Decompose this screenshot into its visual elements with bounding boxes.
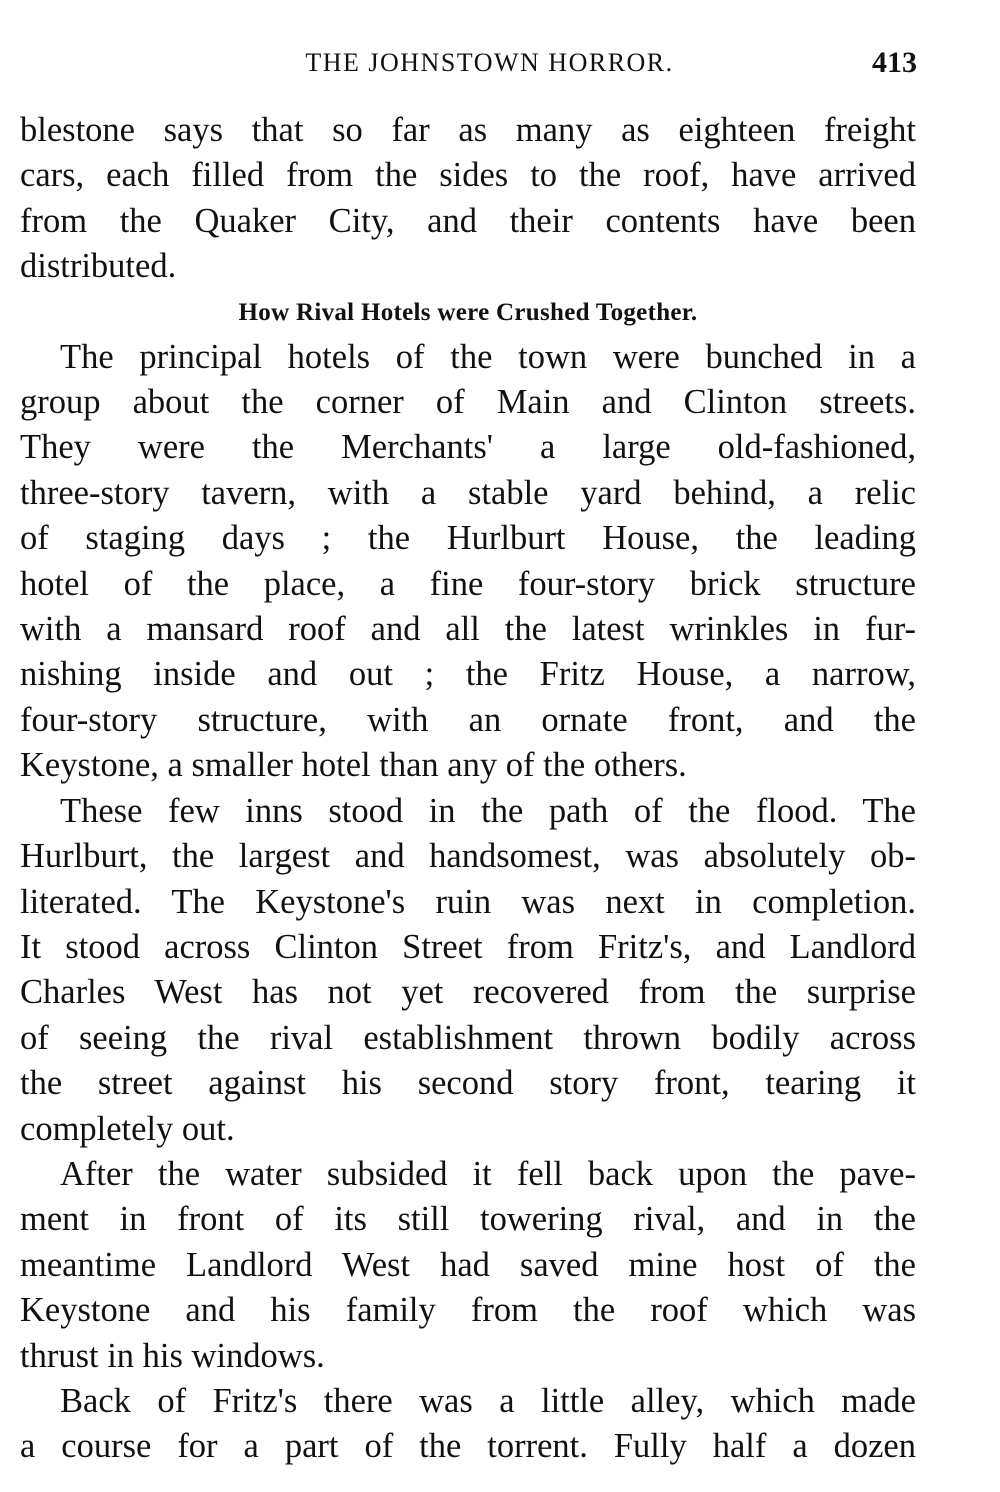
text-line: of staging days ; the Hurlburt House, the leading <box>20 519 916 558</box>
text-line: of seeing the rival establishment thrown bodily across <box>20 1018 916 1057</box>
paragraph-continuation <box>20 108 916 290</box>
text-line: The principal hotels of the town were bunched in a <box>60 337 916 376</box>
text-line: They were the Merchants' a large old-fashioned, <box>20 428 916 467</box>
paragraph-alley <box>20 1379 916 1470</box>
text-line: completely out. <box>20 1109 235 1148</box>
text-line: four-story structure, with an ornate front, and the <box>20 700 916 739</box>
text-line: ment in front of its still towering rival, and in the <box>20 1200 916 1239</box>
paragraph-flood <box>20 789 916 1152</box>
text-line: nishing inside and out ; the Fritz House, a narrow, <box>20 655 916 694</box>
running-head <box>22 44 917 84</box>
text-line: Keystone and his family from the roof which was <box>20 1291 916 1330</box>
text-line: with a mansard roof and all the latest wrinkles in fur- <box>20 610 916 649</box>
text-line: three-story tavern, with a stable yard behind, a relic <box>20 473 916 512</box>
running-title: THE JOHNSTOWN HORROR. <box>305 48 674 77</box>
text-line: thrust in his windows. <box>20 1336 325 1375</box>
text-line: from the Quaker City, and their contents have been <box>20 201 916 240</box>
text-line: These few inns stood in the path of the flood. The <box>60 791 916 830</box>
text-line: distributed. <box>20 247 177 286</box>
text-line: a course for a part of the torrent. Fully half a dozen <box>20 1427 916 1466</box>
text-line: Hurlburt, the largest and handsomest, was absolutely ob- <box>20 837 916 876</box>
text-line: Back of Fritz's there was a little alley, which made <box>60 1381 916 1420</box>
text-line: cars, each filled from the sides to the roof, have arrived <box>20 156 916 195</box>
text-line: group about the corner of Main and Clinton streets. <box>20 383 916 422</box>
section-heading: How Rival Hotels were Crushed Together. <box>238 298 698 326</box>
page-number: 413 <box>872 46 917 79</box>
text-line: Charles West has not yet recovered from the surprise <box>20 973 916 1012</box>
text-block <box>20 108 916 1470</box>
text-line: hotel of the place, a fine four-story brick structure <box>20 564 916 603</box>
text-line: blestone says that so far as many as eighteen freight <box>20 111 916 149</box>
text-line: literated. The Keystone's ruin was next in completion. <box>20 882 916 921</box>
paragraph-water-subsided <box>20 1152 916 1379</box>
text-line: Keystone, a smaller hotel than any of the others. <box>20 746 687 785</box>
text-line: meantime Landlord West had saved mine host of the <box>20 1245 916 1284</box>
text-line: After the water subsided it fell back upon the pave- <box>60 1154 916 1193</box>
text-line: It stood across Clinton Street from Fritz's, and Landlord <box>20 927 916 966</box>
text-line: the street against his second story front, tearing it <box>20 1064 916 1103</box>
paragraph-hotels <box>20 335 916 789</box>
